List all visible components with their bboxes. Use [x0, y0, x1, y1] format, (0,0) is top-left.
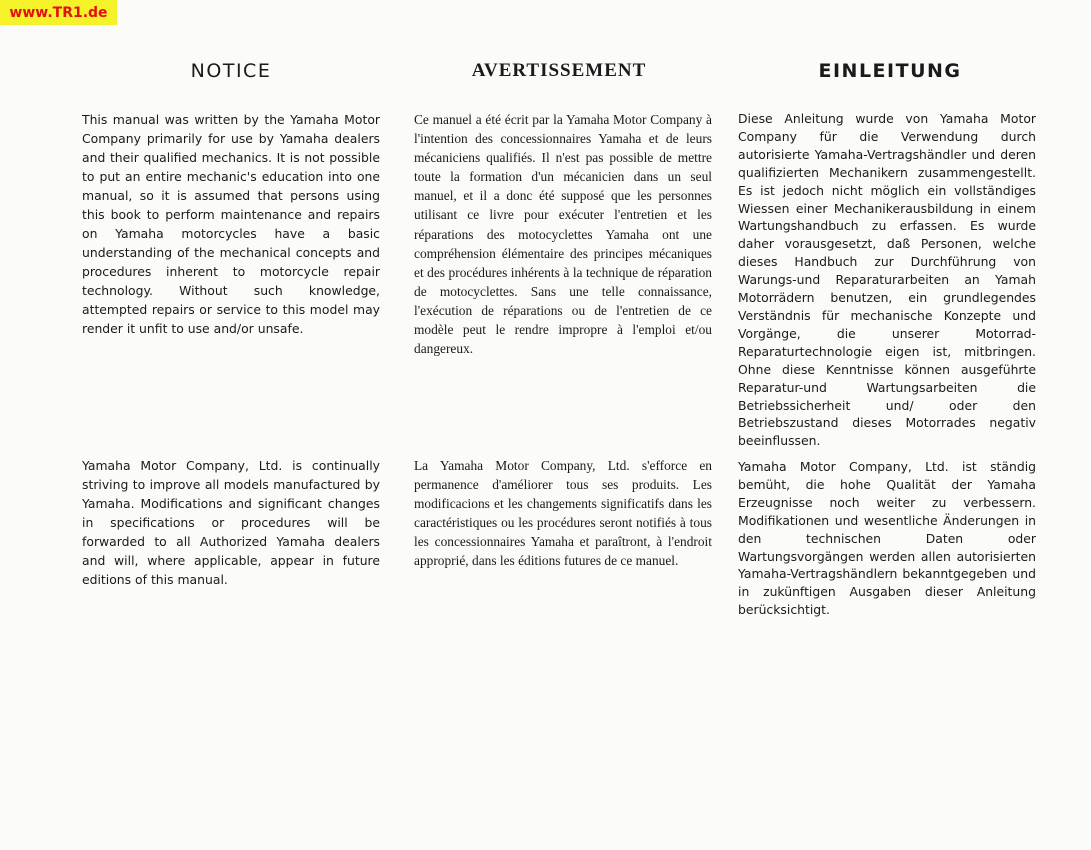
einleitung-paragraph-1: Diese Anleitung wurde von Yamaha Motor Company für die Verwendung durch autorisierte Yamaha-Vertragshändler und deren qualifizierten Mechanikern zusammengestellt. Es ist jedoch nicht möglich ein vollständiges Wiessen einer Mechanikerausbildung in einem Wartungshandbuch zu erfassen. Es wurde daher vorausgesetzt, daß Personen, welche dieses Handbuch zur Durchführung von Warungs-und Reparaturarbeiten an Yamah Motorrädern benutzen, ein grundlegendes Verständnis für mechanische Konzepte und Vorgänge, die unserer Motorrad-Reparaturtechnologie eigen ist, mitbringen. Ohne diese Kenntnisse können ausgeführte Reparatur-und Wartungsarbeiten die Betriebssicherheit und/ oder den Betriebszustand dieses Motorrades negativ beeinflussen.	[738, 111, 1036, 449]
einleitung-paragraph-2: Yamaha Motor Company, Ltd. ist ständig bemüht, die hohe Qualität der Yamaha Erzeugnisse noch weiter zu verbessern. Modifikationen und wesentliche Änderungen in den technischen Daten oder Wartungsvorgängen werden allen autorisierten Yamaha-Vertragshändlern bekanntgegeben und in zukünftigen Ausgaben dieser Anleitung berücksichtigt.	[738, 459, 1036, 618]
avertissement-paragraph-2: La Yamaha Motor Company, Ltd. s'efforce en permanence d'améliorer tous ses produits. Les modificacions et les changements significatifs dans les caractéristiques ou les procédures seront notifiés à tous les concessionnaires Yamaha et paraîtront, à l'endroit approprié, dans les éditions futures de ce manuel.	[414, 458, 712, 569]
heading-notice: NOTICE	[190, 60, 272, 82]
heading-avertissement: AVERTISSEMENT	[471, 60, 647, 81]
watermark-badge: www.TR1.de	[0, 0, 117, 25]
notice-paragraph-2: Yamaha Motor Company, Ltd. is continually striving to improve all models manufactured by Yamaha. Modifications and significant changes in specifications or procedures will be forwarded to all Authorized Yamaha dealers and will, where applicable, appear in future editions of this manual.	[82, 458, 380, 587]
avertissement-paragraph-1: Ce manuel a été écrit par la Yamaha Motor Company à l'intention des concessionnaires Yamaha et de leurs mécaniciens qualifiés. Il n'est pas possible de mettre toute la formation d'un mécanicien dans un seul manuel, et il a donc été supposé que les personnes utilisant ce livre pour exécuter l'entretien et les réparations des motocyclettes Yamaha ont une compréhension élémentaire des principes mécaniques et des procédures inhérents à la technique de réparation de motocyclettes. Sans une telle connaissance, l'exécution de réparations ou de l'entretien de ce modèle peut le rendre impropre à l'emploi et/ou dangereux.	[414, 112, 712, 357]
heading-einleitung: EINLEITUNG	[818, 60, 962, 82]
notice-paragraph-1: This manual was written by the Yamaha Motor Company primarily for use by Yamaha dealers and their qualified mechanics. It is not possible to put an entire mechanic's education into one manual, so it is assumed that persons using this book to perform maintenance and repairs on Yamaha motorcycles have a basic understanding of the mechanical concepts and procedures inherent to motorcycle repair technology. Without such knowledge, attempted repairs or service to this model may render it unfit to use and/or unsafe.	[82, 112, 380, 336]
